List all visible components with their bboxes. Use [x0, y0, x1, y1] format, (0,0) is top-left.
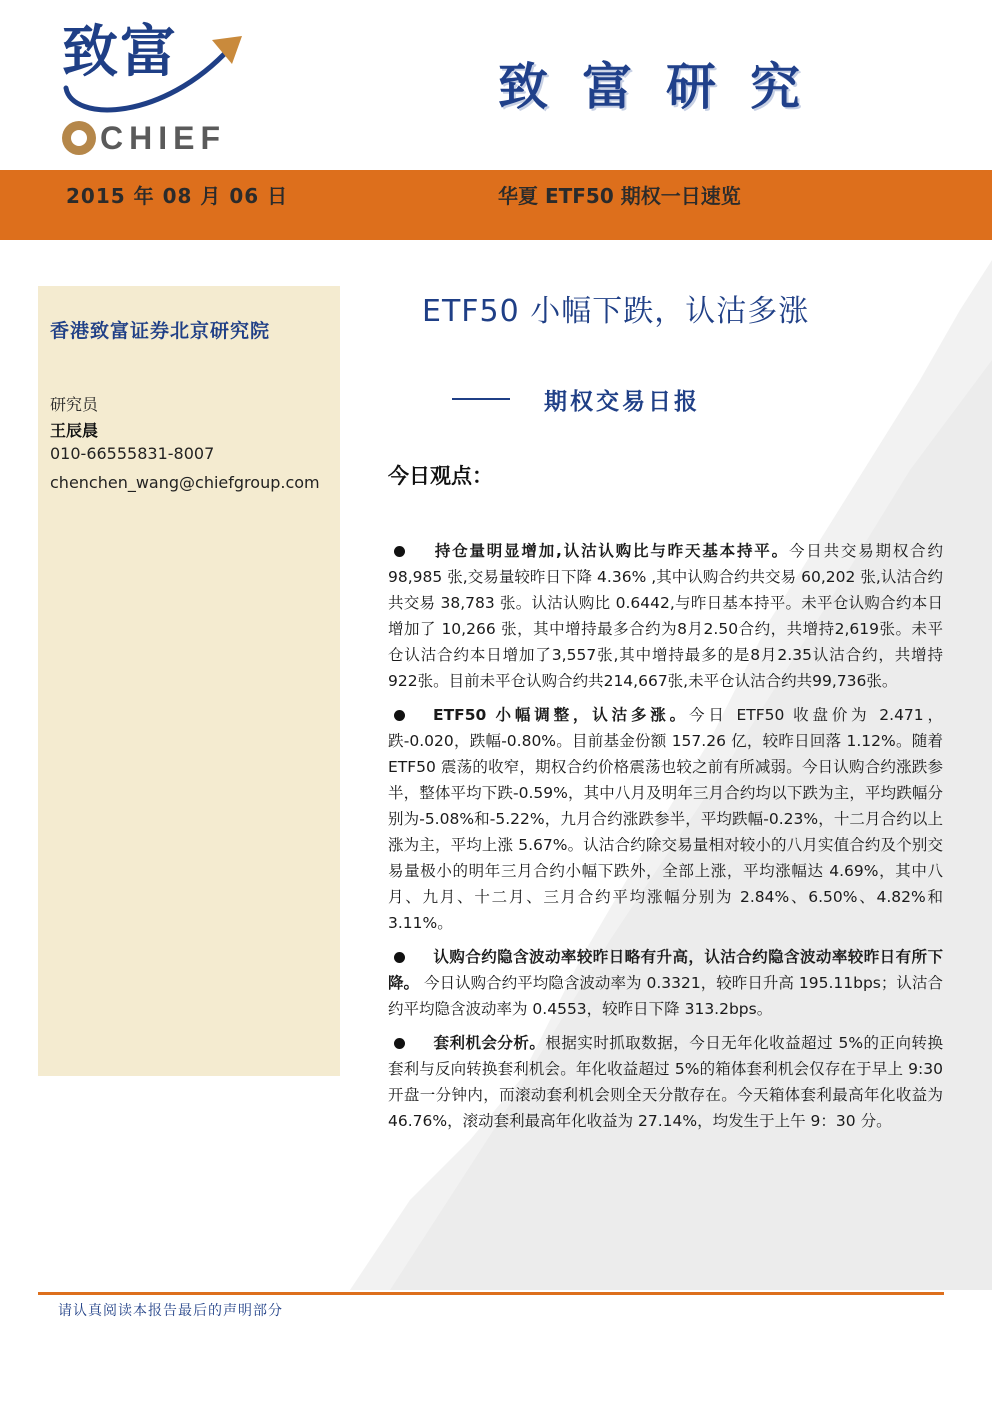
analyst-email[interactable]: chenchen_wang@chiefgroup.com	[50, 473, 320, 492]
bullet-item	[388, 538, 943, 694]
bullet-body: 今日认购合约平均隐含波动率为 0.3321，较昨日升高 195.11bps；认沽合约平均隐含波动率为 0.4553，较昨日下降 313.2bps。	[388, 974, 943, 1018]
chief-logo	[52, 18, 252, 158]
institution-name: 香港致富证券北京研究院	[50, 320, 271, 342]
logo-english	[62, 118, 226, 158]
analyst-role: 研究员	[50, 395, 99, 414]
report-body	[388, 538, 943, 1142]
bullet-heading: 套利机会分析。	[433, 1034, 546, 1052]
analyst-sidebar	[38, 286, 340, 1076]
bullet-dot-icon	[394, 546, 405, 557]
footer-divider	[38, 1292, 944, 1295]
bullet-item	[388, 1030, 943, 1134]
subtitle-dash	[452, 398, 510, 400]
bullet-heading: 认购合约隐含波动率较昨日略有升高，认沽合约隐含波动率较昨日有所下降。	[388, 948, 943, 992]
bullet-body: 根据实时抓取数据，今日无年化收益超过 5%的正向转换套利与反向转换套利机会。年化收益超过 5%的箱体套利机会仅存在于早上 9:30 开盘一分钟内，而滚动套利机会则全天分散存在。今天箱体套利最高年化收益为 46.76%，滚动套利最高年化收益为 27.14%，均发生于上午 9：30 分。	[388, 1034, 943, 1130]
logo-english-text: CHIEF	[100, 119, 226, 156]
report-subtitle	[452, 384, 700, 414]
analyst-name: 王辰晨	[50, 421, 99, 440]
logo-disc-icon	[62, 121, 96, 155]
bullet-heading: ETF50 小幅调整，认沽多涨。	[433, 706, 689, 724]
header-band	[0, 170, 992, 240]
bullet-dot-icon	[394, 952, 405, 963]
report-headline: ETF50 小幅下跌，认沽多涨	[422, 294, 810, 329]
brand-title: 致富研究	[498, 57, 834, 116]
subtitle-text: 期权交易日报	[544, 388, 700, 415]
logo-chinese-text: 致富	[62, 19, 178, 85]
bullet-dot-icon	[394, 1038, 405, 1049]
bullet-item	[388, 944, 943, 1022]
bullet-body: 今日共交易期权合约 98,985 张,交易量较昨日下降 4.36% ,其中认购合约共交易 60,202 张,认沽合约共交易 38,783 张。认沽认购比 0.6442,与昨日基本持平。未平仓认购合约本日增加了 10,266 张，其中增持最多合约为8月2.50合约，共增持2,619张。未平仓认沽合约本日增加了3,557张,其中增持最多的是8月2.35认沽合约，共增持922张。目前未平仓认购合约共214,667张,未平仓认沽合约共99,736张。	[388, 542, 943, 690]
bullet-heading: 持仓量明显增加,认沽认购比与昨天基本持平。	[433, 542, 789, 560]
report-series-title: 华夏 ETF50 期权一日速览	[498, 184, 741, 208]
report-date: 2015 年 08 月 06 日	[66, 184, 289, 208]
bullet-dot-icon	[394, 710, 405, 721]
bullet-item	[388, 702, 943, 936]
section-title: 今日观点：	[388, 464, 493, 488]
footer-disclaimer-note: 请认真阅读本报告最后的声明部分	[58, 1303, 283, 1319]
analyst-phone: 010-66555831-8007	[50, 444, 215, 463]
bullet-body: 今日 ETF50 收盘价为 2.471，跌-0.020，跌幅-0.80%。目前基金份额 157.26 亿，较昨日回落 1.12%。随着 ETF50 震荡的收窄，期权合约价格震荡也较之前有所减弱。今日认购合约涨跌参半，整体平均下跌-0.59%，其中八月及明年三月合约均以下跌为主，平均跌幅分别为-5.08%和-5.22%，九月合约涨跌参半，平均跌幅-0.23%，十二月合约以上涨为主，平均上涨 5.67%。认沽合约除交易量相对较小的八月实值合约及个别交易量极小的明年三月合约小幅下跌外，全部上涨，平均涨幅达 4.69%，其中八月、九月、十二月、三月合约平均涨幅分别为 2.84%、6.50%、4.82%和 3.11%。	[388, 706, 943, 932]
